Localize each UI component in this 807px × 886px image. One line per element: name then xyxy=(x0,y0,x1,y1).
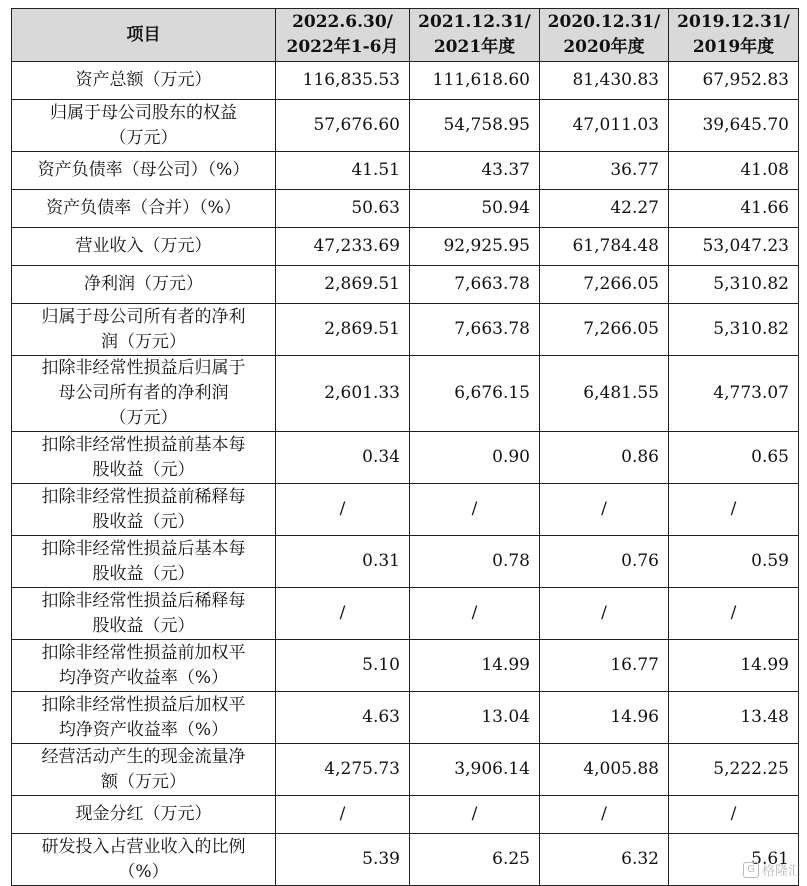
row-label xyxy=(12,640,276,692)
cell-text-line: 扣除非经常性损益后归属于 xyxy=(41,358,246,378)
value-cell: 47,233.69 xyxy=(276,228,410,266)
cell-text-line: 润（万元） xyxy=(101,331,186,352)
cell-text-line: 资产负债率（母公司）（%） xyxy=(37,160,250,180)
value-cell: 47,011.03 xyxy=(540,100,669,152)
cell-text-line: 额（万元） xyxy=(101,771,186,792)
table-row xyxy=(12,100,799,152)
row-label xyxy=(12,796,276,834)
table-row xyxy=(12,692,799,744)
cell-text-line: 研发投入占营业收入的比例 xyxy=(41,836,246,857)
cell-text-line: 2020.12.31/ xyxy=(547,12,661,32)
table-row xyxy=(12,796,799,834)
value-cell: 5.61 xyxy=(669,834,799,886)
value-cell: 39,645.70 xyxy=(669,100,799,152)
cell-text-line: 股收益（元） xyxy=(92,511,195,532)
value-cell: 81,430.83 xyxy=(540,62,669,100)
cell-text-line: 现金分红（万元） xyxy=(75,804,212,824)
value-cell: 2,869.51 xyxy=(276,266,410,304)
value-cell: 2,869.51 xyxy=(276,304,410,356)
table-row xyxy=(12,152,799,190)
cell-text-line: 资产总额（万元） xyxy=(75,70,212,90)
row-label xyxy=(12,304,276,356)
value-cell: 61,784.48 xyxy=(540,228,669,266)
header-period-1 xyxy=(276,9,410,62)
cell-text-line: 经营活动产生的现金流量净 xyxy=(41,746,246,767)
value-cell: 4,275.73 xyxy=(276,744,410,796)
value-cell: 116,835.53 xyxy=(276,62,410,100)
value-cell: 5.10 xyxy=(276,640,410,692)
cell-text-line: 扣除非经常性损益后基本每 xyxy=(41,538,246,559)
value-cell: 0.90 xyxy=(410,432,540,484)
table-row xyxy=(12,190,799,228)
value-cell: 50.94 xyxy=(410,190,540,228)
row-label xyxy=(12,536,276,588)
cell-text-line: 2021.12.31/ xyxy=(418,12,531,32)
cell-text-line: （万元） xyxy=(109,408,178,428)
cell-text-line: 均净资产收益率（%） xyxy=(58,667,229,688)
row-label xyxy=(12,190,276,228)
header-item xyxy=(12,9,276,62)
value-cell: 4,773.07 xyxy=(669,356,799,432)
value-cell: / xyxy=(540,588,669,640)
value-cell: 2,601.33 xyxy=(276,356,410,432)
financial-data-table xyxy=(11,8,799,886)
value-cell: 6,481.55 xyxy=(540,356,669,432)
value-cell: 0.31 xyxy=(276,536,410,588)
value-cell: / xyxy=(540,796,669,834)
table-row xyxy=(12,356,799,432)
value-cell: 16.77 xyxy=(540,640,669,692)
cell-text-line: 股收益（元） xyxy=(92,563,195,584)
row-label xyxy=(12,62,276,100)
value-cell: 5,222.25 xyxy=(669,744,799,796)
value-cell: / xyxy=(540,484,669,536)
value-cell: 7,266.05 xyxy=(540,304,669,356)
watermark-text: 格隆汇 xyxy=(761,864,801,879)
value-cell: 54,758.95 xyxy=(410,100,540,152)
value-cell: 14.99 xyxy=(669,640,799,692)
row-label xyxy=(12,228,276,266)
value-cell: 7,663.78 xyxy=(410,304,540,356)
value-cell: / xyxy=(410,796,540,834)
value-cell: / xyxy=(410,588,540,640)
cell-text-line: 营业收入（万元） xyxy=(75,236,212,256)
table-row xyxy=(12,834,799,886)
value-cell: 3,906.14 xyxy=(410,744,540,796)
value-cell: 5,310.82 xyxy=(669,266,799,304)
value-cell: 6.32 xyxy=(540,834,669,886)
value-cell: 6.25 xyxy=(410,834,540,886)
value-cell: 42.27 xyxy=(540,190,669,228)
value-cell: 41.66 xyxy=(669,190,799,228)
cell-text-line: 项目 xyxy=(126,24,161,45)
row-label xyxy=(12,432,276,484)
cell-text-line: 2021年度 xyxy=(433,37,516,57)
cell-text-line: 扣除非经常性损益前基本每 xyxy=(41,434,246,455)
row-label xyxy=(12,266,276,304)
cell-text-line: 2022.6.30/ xyxy=(292,12,393,32)
value-cell: 13.04 xyxy=(410,692,540,744)
cell-text-line: （%） xyxy=(118,861,169,882)
table-row xyxy=(12,744,799,796)
value-cell: 4.63 xyxy=(276,692,410,744)
row-label xyxy=(12,744,276,796)
value-cell: 111,618.60 xyxy=(410,62,540,100)
cell-text-line: 扣除非经常性损益后稀释每 xyxy=(41,590,246,611)
value-cell: 41.51 xyxy=(276,152,410,190)
row-label xyxy=(12,356,276,432)
row-label xyxy=(12,152,276,190)
value-cell: / xyxy=(276,484,410,536)
gelonghui-logo-icon: G xyxy=(743,862,759,878)
value-cell: / xyxy=(276,796,410,834)
row-label xyxy=(12,484,276,536)
table-row xyxy=(12,304,799,356)
table-header-row xyxy=(12,9,799,62)
row-label xyxy=(12,692,276,744)
cell-text-line: 2022年1-6月 xyxy=(286,37,399,57)
cell-text-line: 2019.12.31/ xyxy=(677,12,790,32)
cell-text-line: 股收益（元） xyxy=(92,615,195,636)
value-cell: / xyxy=(669,796,799,834)
row-label xyxy=(12,588,276,640)
value-cell: 0.76 xyxy=(540,536,669,588)
value-cell: / xyxy=(669,484,799,536)
value-cell: 0.86 xyxy=(540,432,669,484)
value-cell: 6,676.15 xyxy=(410,356,540,432)
row-label xyxy=(12,100,276,152)
table-row xyxy=(12,536,799,588)
table-row xyxy=(12,432,799,484)
cell-text-line: 2019年度 xyxy=(692,37,775,57)
value-cell: 0.34 xyxy=(276,432,410,484)
cell-text-line: 均净资产收益率（%） xyxy=(58,719,229,740)
value-cell: 14.96 xyxy=(540,692,669,744)
table-row xyxy=(12,62,799,100)
row-label xyxy=(12,834,276,886)
cell-text-line: 资产负债率（合并）（%） xyxy=(46,198,241,218)
table-row xyxy=(12,228,799,266)
cell-text-line: 扣除非经常性损益后加权平 xyxy=(41,694,246,715)
value-cell: 5.39 xyxy=(276,834,410,886)
table-row xyxy=(12,640,799,692)
value-cell: 67,952.83 xyxy=(669,62,799,100)
header-period-2 xyxy=(410,9,540,62)
cell-text-line: （万元） xyxy=(109,127,178,148)
value-cell: / xyxy=(669,588,799,640)
table-row xyxy=(12,266,799,304)
value-cell: 7,663.78 xyxy=(410,266,540,304)
value-cell: 0.59 xyxy=(669,536,799,588)
value-cell: 5,310.82 xyxy=(669,304,799,356)
value-cell: 0.65 xyxy=(669,432,799,484)
value-cell: 92,925.95 xyxy=(410,228,540,266)
table-row xyxy=(12,588,799,640)
cell-text-line: 母公司所有者的净利润 xyxy=(58,383,229,403)
value-cell: 7,266.05 xyxy=(540,266,669,304)
value-cell: 57,676.60 xyxy=(276,100,410,152)
value-cell: 13.48 xyxy=(669,692,799,744)
cell-text-line: 扣除非经常性损益前稀释每 xyxy=(41,486,246,507)
value-cell: 0.78 xyxy=(410,536,540,588)
cell-text-line: 归属于母公司所有者的净利 xyxy=(41,306,246,327)
value-cell: 36.77 xyxy=(540,152,669,190)
cell-text-line: 净利润（万元） xyxy=(84,274,203,294)
value-cell: / xyxy=(276,588,410,640)
table-row xyxy=(12,484,799,536)
cell-text-line: 2020年度 xyxy=(563,37,645,57)
value-cell: 50.63 xyxy=(276,190,410,228)
value-cell: 4,005.88 xyxy=(540,744,669,796)
value-cell: 43.37 xyxy=(410,152,540,190)
cell-text-line: 归属于母公司股东的权益 xyxy=(50,102,237,123)
value-cell: 53,047.23 xyxy=(669,228,799,266)
cell-text-line: 股收益（元） xyxy=(92,459,195,480)
value-cell: 14.99 xyxy=(410,640,540,692)
header-period-3 xyxy=(540,9,669,62)
header-period-4 xyxy=(669,9,799,62)
value-cell: 41.08 xyxy=(669,152,799,190)
value-cell: / xyxy=(410,484,540,536)
watermark xyxy=(743,860,801,879)
cell-text-line: 扣除非经常性损益前加权平 xyxy=(41,642,246,663)
